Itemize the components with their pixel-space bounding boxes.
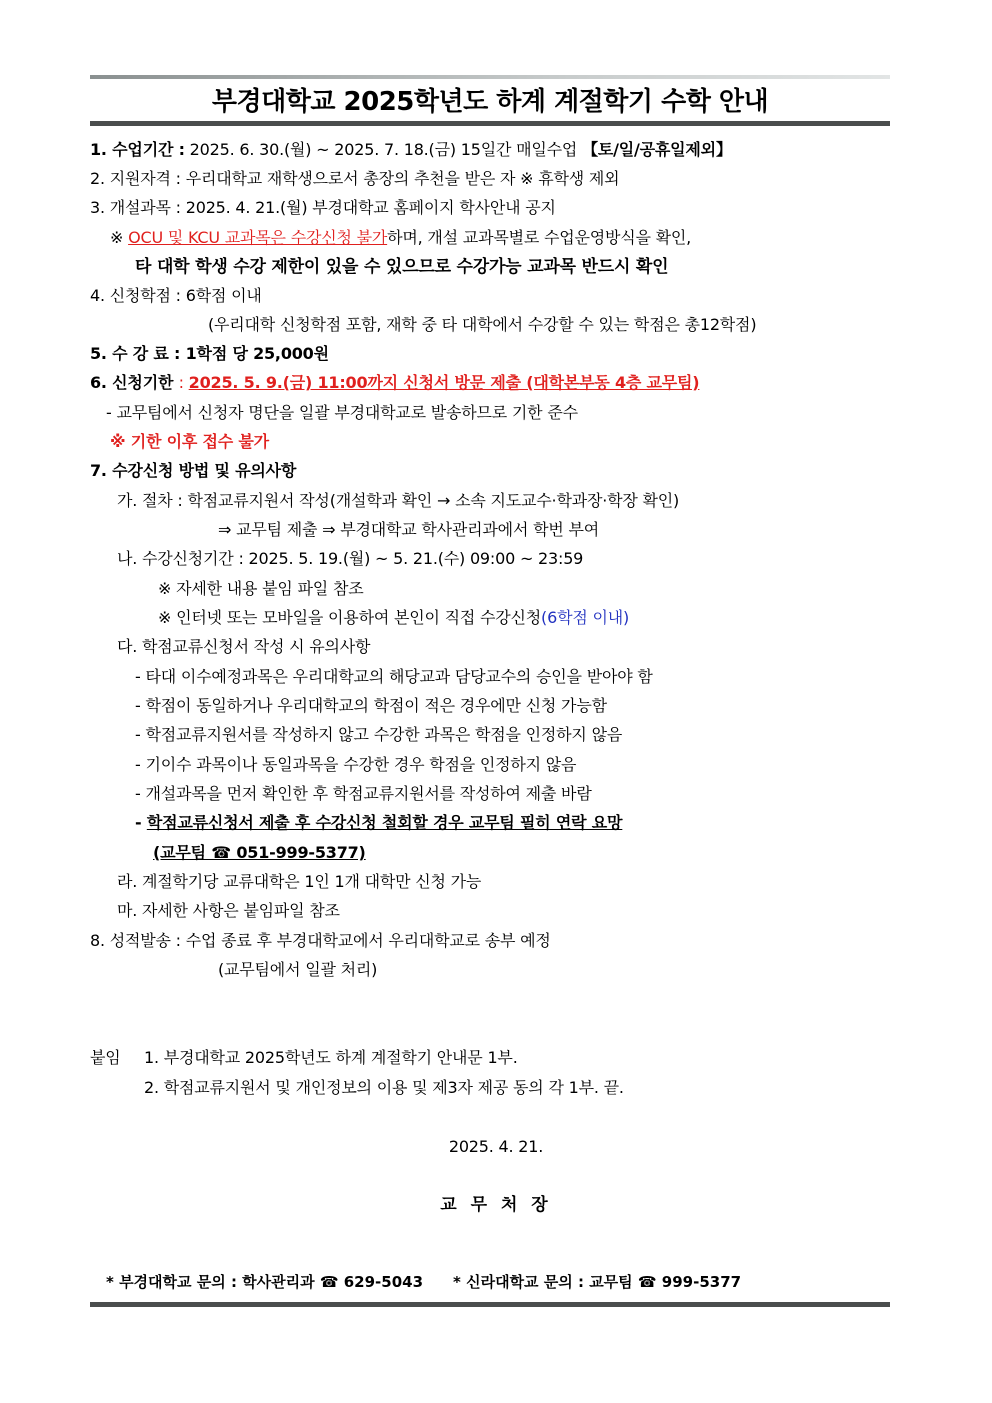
da-item-3: - 학점교류지원서를 작성하지 않고 수강한 과목은 학점을 인정하지 않음 — [135, 725, 623, 744]
footer-contacts — [106, 1271, 741, 1292]
section-7-da: 다. 학점교류신청서 작성 시 유의사항 — [117, 637, 371, 656]
section-7-ra: 라. 계절학기당 교류대학은 1인 1개 대학만 신청 가능 — [117, 872, 482, 891]
footer-contact-silla: * 신라대학교 문의 : 교무팀 ☎ 999-5377 — [453, 1273, 742, 1291]
footer-contact-pknu: * 부경대학교 문의 : 학사관리과 ☎ 629-5043 — [106, 1273, 424, 1291]
title-rule — [90, 121, 890, 126]
section-7-ga: 가. 절차 : 학점교류지원서 작성(개설학과 확인 → 소속 지도교수·학과장·학장 확인) — [117, 491, 680, 510]
page-title: 부경대학교 2025학년도 하계 계절학기 수학 안내 — [211, 87, 769, 117]
da-item-6-dash: - — [135, 813, 147, 832]
section-7-heading: 7. 수강신청 방법 및 유의사항 — [90, 461, 297, 480]
section-8: 8. 성적발송 : 수업 종료 후 부경대학교에서 우리대학교로 송부 예정 — [90, 931, 551, 950]
bottom-rule — [90, 1302, 890, 1307]
section-1-label: 1. 수업기간 : — [90, 140, 185, 159]
da-contact: (교무팀 ☎ 051-999-5377) — [153, 843, 366, 862]
signer: 교 무 처 장 — [440, 1195, 552, 1215]
section-3-note-rest: 하며, 개설 교과목별로 수업운영방식을 확인, — [387, 228, 692, 247]
da-item-6-text: 학점교류신청서 제출 후 수강신청 철회할 경우 교무팀 필히 연락 요망 — [146, 813, 623, 832]
section-5: 5. 수 강 료 : 1학점 당 25,000원 — [90, 344, 329, 363]
section-6-colon: : — [178, 373, 184, 392]
section-1-exclusion: 【토/일/공휴일제외】 — [582, 140, 732, 159]
da-item-5: - 개설과목을 먼저 확인한 후 학점교류지원서를 작성하여 제출 바람 — [135, 784, 592, 803]
section-3-note-red: OCU 및 KCU 교과목은 수강신청 불가 — [128, 228, 388, 247]
section-8-sub: (교무팀에서 일괄 처리) — [218, 960, 378, 979]
da-item-2: - 학점이 동일하거나 우리대학교의 학점이 적은 경우에만 신청 가능함 — [135, 696, 607, 715]
section-6-sub: - 교무팀에서 신청자 명단을 일괄 부경대학교로 발송하므로 기한 준수 — [106, 403, 578, 422]
section-1 — [90, 139, 732, 161]
section-7-ga-2: ⇒ 교무팀 제출 ⇒ 부경대학교 학사관리과에서 학번 부여 — [218, 520, 599, 539]
attachment-item-2: 2. 학점교류지원서 및 개인정보의 이용 및 제3자 제공 동의 각 1부. 끝. — [144, 1078, 624, 1097]
na-note-2-text: ※ 인터넷 또는 모바일을 이용하여 본인이 직접 수강신청 — [158, 608, 542, 627]
section-7-ma: 마. 자세한 사항은 붙임파일 참조 — [117, 901, 340, 920]
section-2: 2. 지원자격 : 우리대학교 재학생으로서 총장의 추천을 받은 자 ※ 휴학생 제외 — [90, 169, 620, 188]
section-4: 4. 신청학점 : 6학점 이내 — [90, 286, 262, 305]
da-item-1: - 타대 이수예정과목은 우리대학교의 해당교과 담당교수의 승인을 받아야 함 — [135, 667, 653, 686]
top-rule — [90, 75, 890, 79]
section-6 — [90, 372, 699, 394]
section-4-sub: (우리대학 신청학점 포함, 재학 중 타 대학에서 수강할 수 있는 학점은 총12학점) — [208, 315, 757, 334]
section-1-text: 2025. 6. 30.(월) ~ 2025. 7. 18.(금) 15일간 매일수업 — [184, 140, 583, 159]
section-3: 3. 개설과목 : 2025. 4. 21.(월) 부경대학교 홈페이지 학사안내 공지 — [90, 198, 556, 217]
document-date: 2025. 4. 21. — [448, 1137, 544, 1156]
section-6-deadline: 2025. 5. 9.(금) 11:00까지 신청서 방문 제출 (대학본부동 4층 교무팀) — [188, 373, 700, 392]
section-6-label: 6. 신청기한 — [90, 373, 179, 392]
section-7-na: 나. 수강신청기간 : 2025. 5. 19.(월) ~ 5. 21.(수) 09:00 ~ 23:59 — [117, 549, 584, 568]
section-7-na-note-1: ※ 자세한 내용 붙임 파일 참조 — [158, 579, 364, 598]
attachment-item-1: 1. 부경대학교 2025학년도 하계 계절학기 안내문 1부. — [144, 1048, 518, 1067]
da-item-6 — [135, 812, 622, 834]
na-note-2-limit: (6학점 이내) — [541, 608, 630, 627]
attachment-label: 붙임 — [90, 1048, 121, 1067]
section-7-na-note-2 — [158, 607, 629, 629]
section-3-note — [110, 227, 691, 249]
section-3-note-bold: 타 대학 학생 수강 제한이 있을 수 있으므로 수강가능 교과목 반드시 확인 — [135, 257, 669, 277]
section-6-warning: ※ 기한 이후 접수 불가 — [110, 432, 269, 451]
da-item-4: - 기이수 과목이나 동일과목을 수강한 경우 학점을 인정하지 않음 — [135, 755, 577, 774]
note-mark: ※ — [110, 228, 129, 247]
